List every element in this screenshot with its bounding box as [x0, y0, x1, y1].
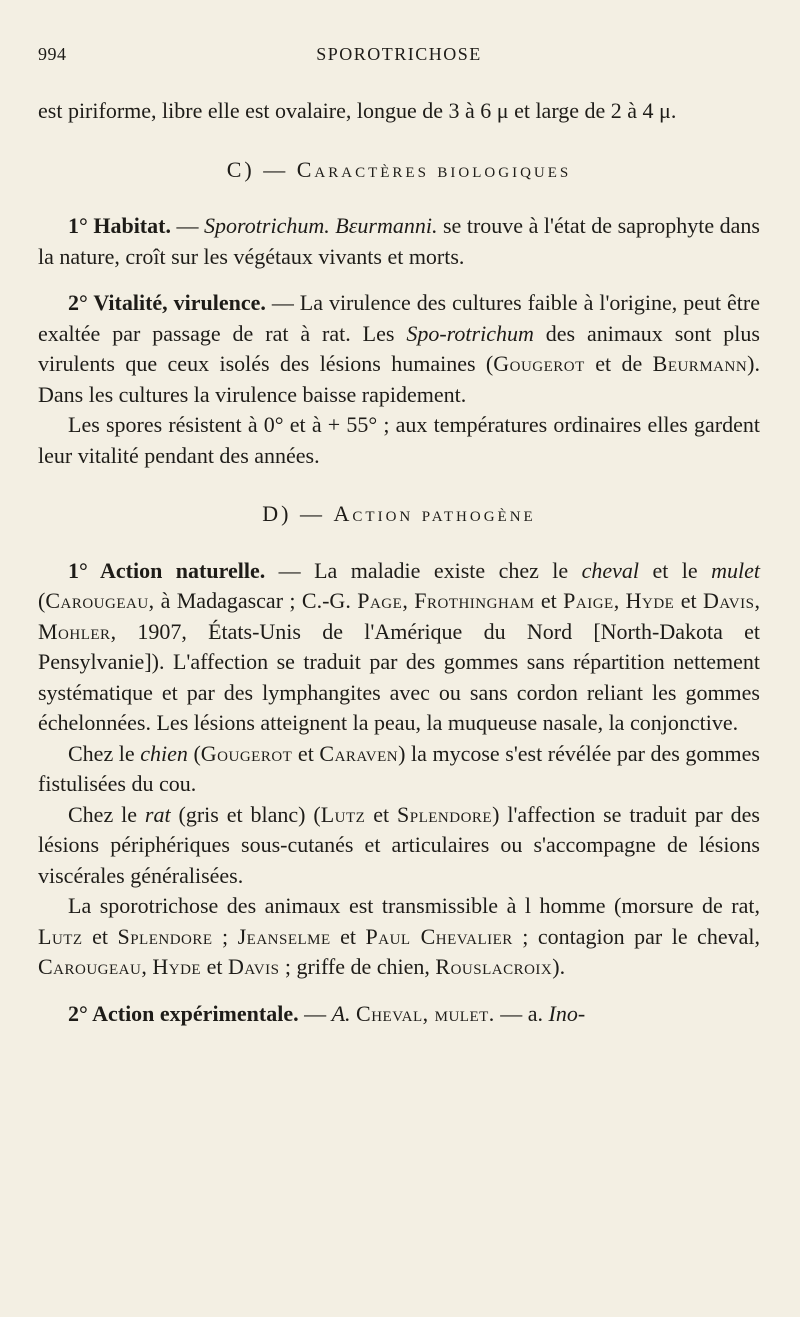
paragraph-chien: Chez le chien (Gougerot et Caraven) la mycose s'est révélée par des gommes fistulisées du cou. — [38, 740, 760, 796]
paragraph-action-naturelle: 1° Action naturelle. — La maladie existe chez le cheval et le mulet (Carougeau, à Madagascar ; C.-G. Page, Frothingham et Paige, Hyde et Davis, Mohler, 1907, États-Unis de l'Amérique du Nord [North-Dakota et Pensylvanie]). L'affection se traduit par des gommes sans répartition nettement systématique et par des lymphangites avec ou sans cordon reliant les gommes échelonnées. Les lésions atteignent la peau, la muqueuse nasale, la conjonctive. — [38, 557, 760, 735]
paragraph-vitalite: 2° Vitalité, virulence. — La virulence des cultures faible à l'origine, peut être exaltée par passage de rat à rat. Les Spo-rotrichum des animaux sont plus virulents que ceux isolés des lésions humaines (Gougerot et de Beurmann). Dans les cultures la virulence baisse rapidement. — [38, 290, 760, 407]
habitat-label: 1° Habitat. — [68, 213, 171, 238]
paragraph-continuation: est piriforme, libre elle est ovalaire, longue de 3 à 6 μ et large de 2 à 4 μ. — [38, 98, 677, 123]
paragraph-action-experimentale: 2° Action expérimentale. — A. Cheval, mulet. — a. Ino- — [68, 1000, 586, 1026]
naturelle-label: 1° Action naturelle. — [68, 557, 266, 583]
paragraph-spores: Les spores résistent à 0° et à + 55° ; aux températures ordinaires elles gardent leur vitalité pendant des années. — [38, 412, 760, 468]
page-number: 994 — [38, 44, 67, 64]
experimentale-label: 2° Action expérimentale. — [68, 1000, 299, 1026]
paragraph-transmission: La sporotrichose des animaux est transmissible à l homme (morsure de rat, Lutz et Splendore ; Jeanselme et Paul Chevalier ; contagion par le cheval, Carougeau, Hyde et Davis ; griffe de chien, Rouslacroix). — [38, 893, 760, 979]
page-header-title: SPOROTRICHOSE — [316, 44, 482, 64]
body-text — [38, 96, 760, 1029]
section-heading-c: C) — Caractères biologiques — [226, 156, 572, 182]
species-name: Sporotrichum. Bεurmanni. — [204, 213, 438, 238]
paragraph-habitat: 1° Habitat. — Sporotrichum. Bεurmanni. se trouve à l'état de saprophyte dans la nature, croît sur les végétaux vivants et morts. — [38, 213, 760, 269]
section-heading-d: D) — Action pathogène — [262, 501, 536, 526]
document-page — [38, 0, 760, 1317]
section-title-c: Caractères biologiques — [296, 156, 572, 182]
section-title-d: Action pathogène — [333, 501, 536, 526]
paragraph-rat: Chez le rat (gris et blanc) (Lutz et Splendore) l'affection se traduit par des lésions périphériques sous-cutanés et articulaires ou s'accompagne de lésions viscérales généralisées. — [38, 801, 760, 888]
vitalite-label: 2° Vitalité, virulence. — [68, 290, 266, 315]
running-head — [38, 44, 760, 72]
